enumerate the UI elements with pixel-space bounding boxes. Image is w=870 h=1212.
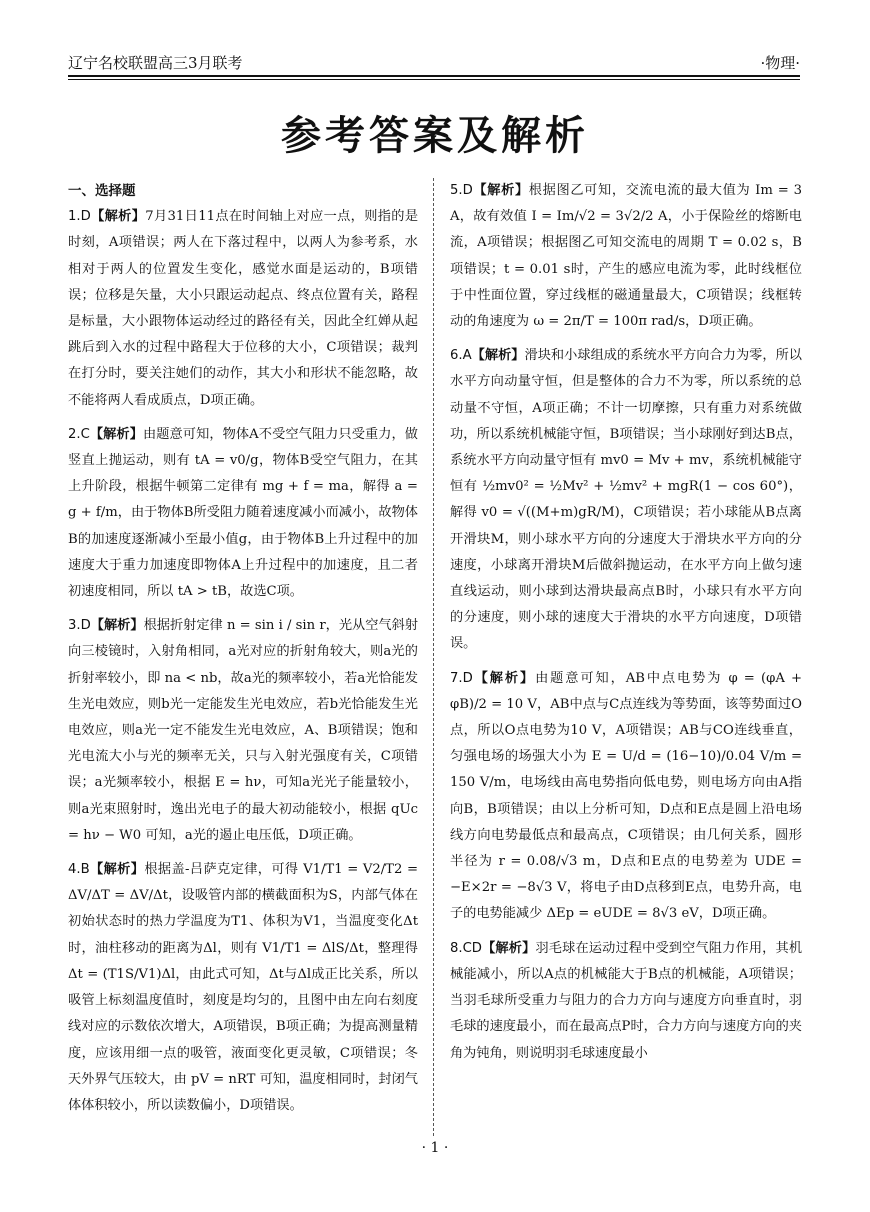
analysis-tag: 【解析】 — [472, 183, 529, 198]
item-text: 滑块和小球组成的系统水平方向合力为零，所以水平方向动量守恒，但是整体的合力不为零，所以系统的总动量不守恒，A项正确；不计一切摩擦，只有重力对系统做功，所以系统机械能守恒，B项错误；当小球刚好到达B点，系统水平方向动量守恒有 mv0 = Mv + mv，系统机械能守恒有 ½mv0² = ½Mv² + ½mv² + mgR(1 − cos 60°)，解得 v0 = √((M+m)gR/M)，C项错误；若小球能从B点离开滑块M，则小球水平方向的分速度大于滑块水平方向的分速度，小球离开滑块M后做斜抛运动，在水平方向上做匀速直线运动，则小球到达滑块最高点B时，小球只有水平方向的分速度，则小球的速度大于滑块的水平方向速度，D项错误。 — [450, 348, 802, 652]
answer-item-3 — [68, 613, 418, 849]
header-rule-thin — [68, 79, 800, 80]
page-header — [68, 52, 800, 74]
answer-item-1 — [68, 204, 418, 414]
column-divider — [433, 178, 434, 1136]
item-number: 4.B — [68, 862, 90, 878]
item-number: 3.D — [68, 618, 91, 634]
item-text: 7月31日11点在时间轴上对应一点，则指的是时刻，A项错误；两人在下落过程中，以两人为参考系，水相对于两人的位置发生变化，感觉水面是运动的，B项错误；位移是矢量，大小只跟运动起点、终点位置有关，路程是标量，大小跟物体运动经过的路径有关，因此全红婵从起跳后到入水的过程中路程大于位移的大小，C项错误；裁判在打分时，要关注她们的动作，其大小和形状不能忽略，故不能将两人看成质点，D项正确。 — [68, 209, 419, 408]
answer-item-4 — [68, 857, 418, 1119]
item-number: 1.D — [68, 209, 91, 225]
subject-label: ·物理· — [760, 54, 800, 72]
left-column — [68, 178, 418, 1127]
right-column — [450, 178, 802, 1075]
analysis-tag: 【解析】 — [90, 618, 144, 634]
item-text: 根据折射定律 n = sin i / sin r，光从空气斜射向三棱镜时，入射角相同，a光对应的折射角较大，则a光的折射率较小，即 na < nb，故a光的频率较小，若a光恰能发生光电效应，则b光一定能发生光电效应，若b光恰能发生光电效应，则a光一定不能发生光电效应，A、B项错误；饱和光电流大小与光的频率无关，只与入射光强度有关，C项错误；a光频率较小，根据 E = hν，可知a光光子能量较小，则a光束照射时，逸出光电子的最大初动能较小，根据 qUc = hν − W0 可知，a光的遏止电压低，D项正确。 — [68, 618, 419, 843]
item-number: 8.CD — [450, 940, 482, 956]
item-text: 根据盖-吕萨克定律，可得 V1/T1 = V2/T2 = ΔV/ΔT = ΔV/Δt，设吸管内部的横截面积为S，内部气体在初始状态时的热力学温度为T1、体积为V1，当温度变化Δt时，油柱移动的距离为Δl，则有 V1/T1 = ΔlS/Δt，整理得 Δt = (T1S/V1)Δl，由此式可知，Δt与Δl成正比关系，所以吸管上标刻温度值时，刻度是均匀的，且图中由左向右刻度线对应的示数依次增大，A项错误，B项正确；为提高测量精度，应该用细一点的吸管，液面变化更灵敏，C项错误；冬天外界气压较大，由 pV = nRT 可知，温度相同时，封闭气体体积较小，所以读数偏小，D项错误。 — [68, 862, 418, 1113]
analysis-tag: 【解析】 — [89, 426, 143, 442]
analysis-tag: 【解析】 — [472, 670, 536, 686]
item-text: 羽毛球在运动过程中受到空气阻力作用，其机械能减小，所以A点的机械能大于B点的机械能，A项错误；当羽毛球所受重力与阻力的合力方向与速度方向垂直时，羽毛球的速度最小，而在最高点P时，合力方向与速度方向的夹角为钝角，则说明羽毛球速度最小 — [450, 940, 803, 1061]
answer-item-7 — [450, 666, 802, 928]
analysis-tag: 【解析】 — [481, 940, 536, 956]
header-rule-thick — [68, 75, 800, 77]
item-number: 7.D — [450, 670, 473, 686]
answer-item-5 — [450, 178, 802, 335]
answer-item-6 — [450, 343, 802, 657]
item-text: 由题意可知，AB中点电势为 φ = (φA + φB)/2 = 10 V，AB中点与C点连线为等势面，该等势面过O点，所以O点电势为10 V，A项错误；AB与CO连线垂直，匀强电场的场强大小为 E = U/d = (16−10)/0.04 V/m = 150 V/m，电场线由高电势指向低电势，则电场方向由A指向B，B项错误；由以上分析可知，D点和E点是圆上沿电场线方向电势最低点和最高点，C项错误；由几何关系，圆形半径为 r = 0.08/√3 m，D点和E点的电势差为 UDE = −E×2r = −8√3 V，将电子由D点移到E点，电势升高，电子的电势能减少 ΔEp = eUDE = 8√3 eV，D项正确。 — [450, 670, 803, 922]
answer-item-8 — [450, 936, 802, 1067]
answer-item-2 — [68, 422, 418, 605]
item-text: 根据图乙可知，交流电流的最大值为 Im = 3 A，故有效值 I = Im/√2 = 3√2/2 A，小于保险丝的熔断电流，A项错误；根据图乙可知交流电的周期 T = 0.02 s，B项错误；t = 0.01 s时，产生的感应电流为零，此时线框位于中性面位置，穿过线框的磁通量最大，C项错误；线框转动的角速度为 ω = 2π/T = 100π rad/s，D项正确。 — [450, 183, 803, 330]
page-title: 参考答案及解析 — [281, 113, 589, 159]
exam-name: 辽宁名校联盟高三3月联考 — [68, 54, 243, 72]
analysis-tag: 【解析】 — [89, 862, 145, 878]
item-number: 2.C — [68, 426, 90, 442]
item-text: 由题意可知，物体A不受空气阻力只受重力，做竖直上抛运动，则有 tA = v0/g，物体B受空气阻力，在其上升阶段，根据牛顿第二定律有 mg + f = ma，解得 a = g + f/m，由于物体B所受阻力随着速度减小而减小，故物体B的加速度逐渐减小至最小值g，由于物体B上升过程中的加速度大于重力加速度即物体A上升过程中的加速度，且二者初速度相同，所以 tA > tB，故选C项。 — [68, 426, 418, 600]
analysis-tag: 【解析】 — [471, 348, 525, 364]
item-number: 6.A — [450, 348, 472, 364]
analysis-tag: 【解析】 — [90, 209, 146, 225]
item-number: 5.D — [450, 183, 473, 198]
section-heading: 一、选择题 — [68, 183, 136, 199]
page-number: · 1 · — [421, 1140, 449, 1156]
